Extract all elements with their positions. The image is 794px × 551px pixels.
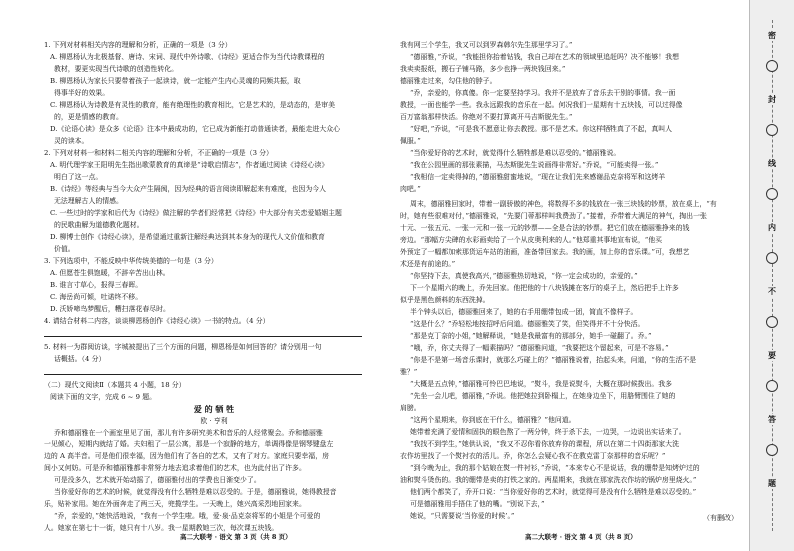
right-column [400, 40, 740, 523]
answer-underline [44, 328, 362, 337]
story-line: 教授，一面也能学一些。我永远跟我的音乐在一起。何况我们一星期有十五块钱，可以过得像 [400, 100, 683, 109]
story-line: 雅？” [400, 367, 418, 376]
paragraph-gap [400, 196, 740, 198]
text-line: 阅读下面的文字，完成 6 ~ 9 题。 [50, 392, 156, 401]
story-line: 可是没多久，艺术就开始动摇了，德丽雅付出的学费也日渐变少了。 [54, 476, 261, 485]
text-line: 的，更是情感的教育。 [54, 112, 123, 121]
story-line: 他们两个都笑了，乔开口说：“当你爱好你的艺术时，就觉得可是没有什么牺牲是难以忍受的。” [410, 487, 697, 496]
story-line: 术还是有前途的。” [400, 260, 456, 269]
adaptation-note: （有删改） [703, 514, 738, 522]
story-line: 衣作坊里找了一个熨衬衣的活儿。乔，你怎么会疑心我不在教克雷丁奈那样的音乐呢？” [400, 451, 666, 460]
text-line: A. 明代理学家王阳明先生指出歌蒙教育的真谛是“诗歌启情志”，作者通过阅读《诗经心读》 [50, 160, 329, 169]
text-line: D.《论语心读》是众多《论语》注本中最成功的，它已成为新能打动普通读者，最能走进大众心 [50, 124, 340, 133]
text-line: D. 柳博士创作《诗经心读》，是希望通过重新注解经典达到其本身为的现代人文价值和教育 [50, 232, 325, 241]
text-line: C. 柳恩杨认为诗教是有灵性的教育，能有绝理性的教育相比，它是艺术的，是动态的，是审美 [50, 100, 336, 109]
text-line: 2. 下列对材料一和材料二相关内容的理解和分析，不正确的一项是（3 分） [44, 148, 273, 157]
seal-char: 题 [764, 478, 780, 489]
text-line: D. 沃娇啼鸟梦醒后，糟扫落花春尽时。 [50, 304, 170, 313]
left-page-footer: 高二大联考 · 语文 第 3 页（共 8 页） [180, 533, 292, 541]
story-author: 欧 · 亨利 [200, 416, 228, 425]
story-line: “德丽雅，”乔说，“我能担你抬着钻钱，我自己却在艺术的领域里追赶吗？决不能够！我想 [410, 52, 679, 61]
seal-circle [766, 60, 778, 72]
story-line: 百万富翁那样快活。你绝对不要打算离开马吉斯脱先生。” [400, 112, 573, 121]
text-line: （二）现代文阅读Ⅱ（本题共 4 小题，18 分） [44, 380, 186, 389]
story-line: 似乎是黑色颜料的东西洗掉。 [400, 296, 490, 305]
story-line: 旁边。“那幅方尖碑的水彩画卖给了一个从皮奥利来的人。”他郑重其事地宣布说，“他买 [400, 236, 663, 245]
story-line: 可是德丽雅用手捂住了他的嘴。“别说下去，” [410, 499, 545, 508]
story-line: 乐，贴补家用。她在外面奔走了两三天，兜揽学生。一天晚上，她兴高采烈地回家来。 [44, 500, 306, 509]
text-line: B. 谁言寸草心，报得三春晖。 [50, 280, 143, 289]
story-line: 边的 A 高半音。可是他们很幸福，因为他们有了各自的艺术，又有了对方。家庭只要幸福，房 [44, 452, 329, 461]
story-line: “你是不是第一场音乐课时，就那么巧碰上的？”德丽雅说着，抬起头来，问道，“你的生活不是 [410, 355, 697, 364]
seal-char: 不 [764, 286, 780, 297]
text-line: 5. 材料一为群阅访谈，字城被提出了三个方面的问题，柳恩杨是如何回答的？请分别用一句 [44, 342, 322, 351]
story-line: “当你爱好你的艺术时，就觉得什么牺牲都是难以忍受的。”德丽雅说。 [410, 148, 621, 157]
story-line: “乔，亲爱的，”她快活地说，“我有一个学生啦。哦，爱·泉·品克奈将军的小姐是个可爱的 [54, 512, 321, 521]
seal-circle [766, 124, 778, 136]
answer-underline [44, 366, 362, 375]
seal-char: 封 [764, 94, 780, 105]
story-line: 一见倾心，短期内就结了婚。夫妇租了一层公寓，那是一个寂静的地方，单调得像是钢琴键盘左 [44, 440, 334, 449]
text-line: 1. 下列对材料相关内容的理解和分析，正确的一项是（3 分） [44, 41, 232, 49]
story-line: 油和熨斗烫伤的。我的绷带是卖的打铁之家的。两星期来，我就在那家洗衣作坊的锅炉房里烧火。” [400, 475, 697, 484]
answer-line [44, 366, 384, 379]
text-line: C. 海岳尚可倾，吐诺终不移。 [50, 292, 143, 301]
story-line: 她说，“只需要说‘当你爱的时候’。” [410, 511, 515, 520]
text-line: B. 柳恩杨认为家长只要带着孩子一起读诗，就一定能产生内心灵魂的同频共振，取 [50, 76, 301, 85]
text-line: 灵的读本。 [54, 136, 89, 145]
text-line: 明白了这一点。 [54, 172, 103, 181]
story-line: 肉吧。” [400, 184, 421, 193]
story-line: 下一个星期六的晚上，乔先回家。他把他的十八块钱摊在客厅的桌子上，然后把手上许多 [410, 284, 679, 293]
story-line: 她带着充满了爱情和固执的眼色熬了一两分钟，终于杀下去，一边哭，一边说出实话来了。 [410, 427, 686, 436]
story-line: 半个钟头以后，德丽雅回来了，她的右手用绷带包成一团，简直不像样子。 [410, 308, 638, 317]
story-line: 我有网三个学生，我又可以到罗森韩尔先生那里学习了。” [400, 41, 573, 49]
seal-circle [766, 252, 778, 264]
text-line: B.《诗经》等经典与当今大众产生隔阂，因为经典的语言阅读即解起来有难度，也因为今人 [50, 184, 326, 193]
story-line: 间小又何妨。可是乔和德丽雅都非常努力地去追求着他们的艺术，也为此付出了许多。 [44, 464, 306, 473]
story-line: 肩膀。 [400, 403, 421, 412]
seal-char: 答 [764, 414, 780, 425]
seal-circle [766, 380, 778, 392]
text-line: C. 一些过时的学家和后代为《诗经》做注解的学者们经常把《诗经》中大部分有关恋爱婚姻主题 [50, 208, 342, 217]
seal-circle [766, 444, 778, 456]
text-line: 无法理解古人的情感。 [54, 196, 123, 205]
story-line: 十元、一张五元、一张一元和一张一元的钞票——全是合法的钞票。把它们放在德丽雅挣来的钱 [400, 224, 690, 233]
story-line: 时，她有些很难对付，”德丽雅说，“先要门蒂那样叫我费劲了。”接着，乔带着大满足的神气，掏出一张 [400, 212, 707, 221]
text-line: 话概括。（4 分） [54, 354, 106, 363]
text-line: A. 柳恩杨认为北极基督、唐诗、宋词、现代中外诗歌、《诗经》更适合作为当代诗教课程的 [50, 52, 325, 61]
seal-circle [766, 188, 778, 200]
story-line: 我卖卖报纸，搬石子铺马路，多少也挣一两块钱回来。” [400, 64, 566, 73]
text-line: A. 但愿苍生俱饱暖，不辞辛苦出山林。 [50, 268, 170, 277]
story-line: 当你爱好你的艺术的时候，就觉得没有什么牺牲是难以忍受的。于是，德丽雅说，她得教授音 [54, 488, 337, 497]
story-line: 周末，德丽雅回家时，带着一副骄傲的神色，将数得不多的钱放在一张三块钱的钞票，放在桌上，“有 [410, 200, 717, 209]
story-line: “这两个星期来，你到底在干什么，德丽雅？”他问道。 [410, 415, 576, 424]
text-line: 教材，要更实现当代诗歌的创造性转化。 [54, 64, 179, 73]
story-line: “那是克丁奈的小姐，”她解释说，“她是我最富有的那部分，她手一碰翻了。乔。” [410, 332, 652, 341]
seal-char: 密 [764, 30, 780, 41]
left-column [44, 40, 384, 535]
seal-strip [749, 0, 794, 551]
story-line: “先坐一会儿吧，德丽雅，”乔说。他把她拉到卧榻上，在她身边坐下，用胳臂围住了她的 [410, 391, 676, 400]
text-line: 价值。 [54, 244, 75, 253]
text-line: 4. 请结合材料二内容，谈谈柳恩杨创作《诗经心读》一书的特点。（4 分） [44, 316, 270, 325]
story-line: “我在公园里画的那张素描，马杰斯脱先生说画得非常好。”乔说，“可能卖得一张。” [410, 160, 659, 169]
text-line: 的民歌曲解为道德教化题材。 [54, 220, 144, 229]
story-line: “哦，乔，你丈夫得了一幅素描吗？”德丽雅问道，“我要把这个留起来，可是不容易。” [410, 344, 669, 352]
story-line: 佩服。” [400, 136, 421, 145]
story-line: “这是什么？”乔轻松地按招呼后问道。德丽雅笑了笑，但笑得并不十分快活。 [410, 320, 645, 329]
story-line: “到今晚为止，我的那个姑娘在熨一件衬衫，”乔说，“本来专心不是说话，我的绷带是知烤炉过的 [410, 463, 700, 472]
seal-circle [766, 316, 778, 328]
story-line: 德丽雅走过来，勾住他的脖子。 [400, 76, 497, 85]
story-title: 爱 的 牺 牲 [193, 403, 235, 414]
story-line: 外预定了一幅都加索那货运车站的油画，准备带回家去。我的画，加上你的音乐课。”可，我想艺 [400, 248, 690, 257]
story-line: “我相信一定卖得掉的，”德丽雅甜蜜地说，“现在让我们先来感谢品克奈将军和这烤羊 [410, 172, 666, 181]
story-line: “乔，亲爱的，你真傻。你一定要坚持学习。我并不是放弃了音乐去干别的事情。我一面 [410, 88, 676, 97]
seal-char: 线 [764, 158, 780, 169]
seal-char: 内 [764, 222, 780, 233]
story-line: “大概是五点钟，”德丽雅可怜巴巴地说，“熨斗，我是说熨斗，大概在那时候拨出。我多 [410, 379, 673, 388]
story-line: “好吧，”乔说，“可是我不愿意让你去教授。那不是艺术。你这样牺牲真了不起，真叫人 [410, 124, 673, 133]
answer-line [44, 328, 384, 341]
right-page-footer: 高二大联考 · 语文 第 4 页（共 8 页） [525, 533, 637, 541]
story-line: 乔和德丽雅在一个画室里见了面，那儿有许多研究美术和音乐的人经常聚会。乔和德丽雅 [54, 428, 323, 437]
story-line: 人。她家在第七十一街，她只有十八岁。我一星期教她三次，每次课五块钱。 [44, 524, 279, 533]
story-line: “我找不到学生，”她供认说，“我又不忍你看你放弃你的课程，所以在第二十四街那家大洗 [410, 439, 679, 448]
text-line: 得事半好的效果。 [54, 88, 110, 97]
seal-char: 要 [764, 350, 780, 361]
text-line: 3. 下列选项中，不能反映中华传统美德的一句是（3 分） [44, 256, 218, 265]
story-line: “你坚持下去，真使我高兴，”德丽雅热切地说，“你一定会成功的，亲爱的。” [410, 272, 638, 281]
